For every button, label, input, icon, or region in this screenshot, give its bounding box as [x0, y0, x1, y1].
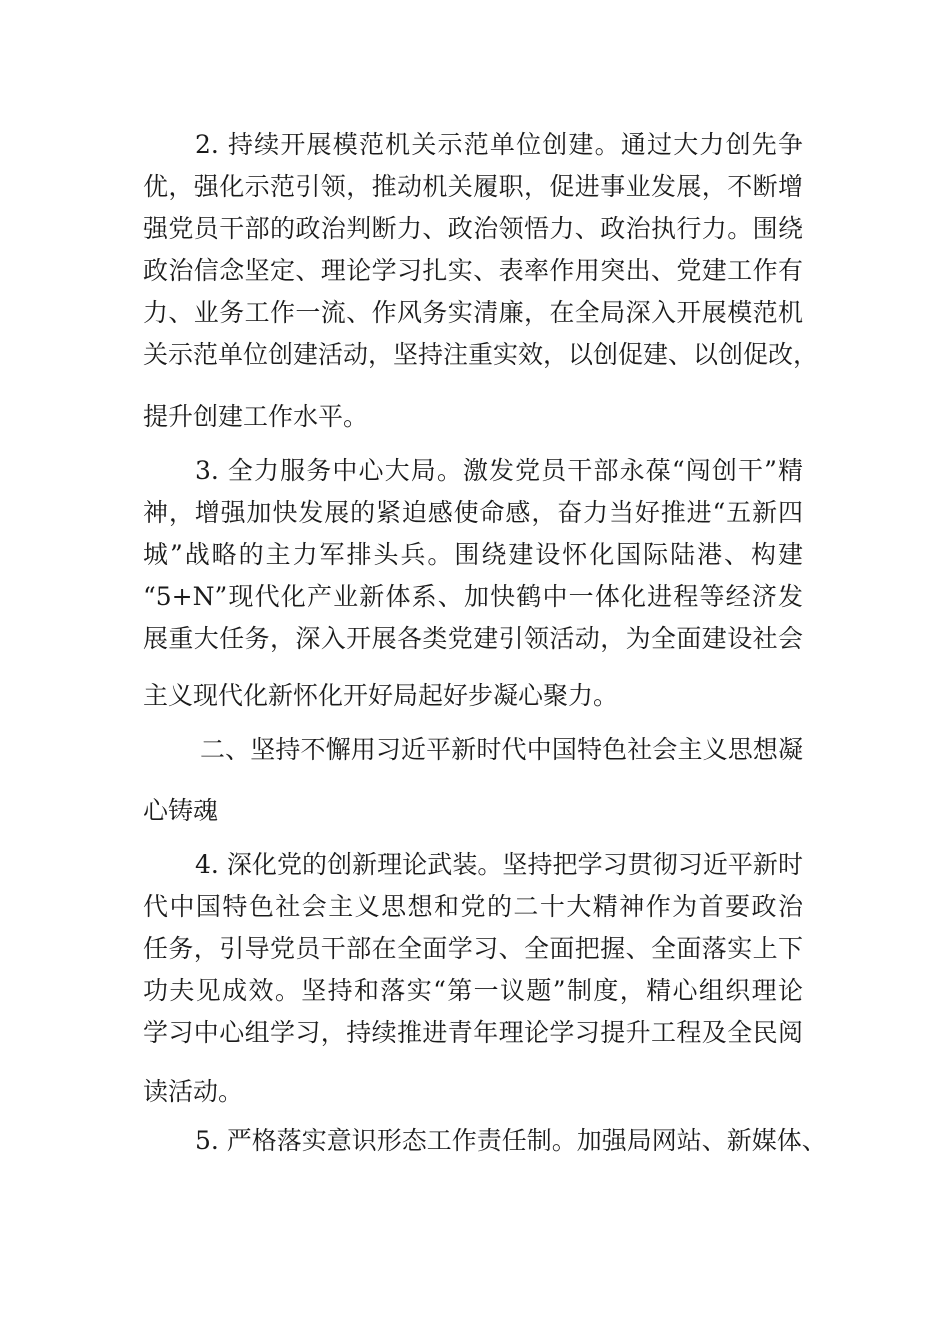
- paragraph-line: 主义现代化新怀化开好局起好步凝心聚力。: [143, 681, 619, 710]
- paragraph-line: 2. 持续开展模范机关示范单位创建。通过大力创先争: [195, 130, 803, 159]
- paragraph-line: 代中国特色社会主义思想和党的二十大精神作为首要政治: [143, 892, 803, 921]
- paragraph-line: 神，增强加快发展的紧迫感使命感，奋力当好推进“五新四: [143, 498, 803, 527]
- paragraph-line: 强党员干部的政治判断力、政治领悟力、政治执行力。围绕: [143, 214, 803, 243]
- paragraph-line: 优，强化示范引领，推动机关履职，促进事业发展，不断增: [143, 172, 803, 201]
- paragraph-line: 城”战略的主力军排头兵。围绕建设怀化国际陆港、构建: [143, 540, 803, 569]
- paragraph-line: 功夫见成效。坚持和落实“第一议题”制度，精心组织理论: [143, 976, 803, 1005]
- paragraph-line: 学习中心组学习，持续推进青年理论学习提升工程及全民阅: [143, 1018, 803, 1047]
- paragraph-line: 展重大任务，深入开展各类党建引领活动，为全面建设社会: [143, 624, 803, 653]
- paragraph-line: 4. 深化党的创新理论武装。坚持把学习贯彻习近平新时: [195, 850, 803, 879]
- paragraph-line: 5. 严格落实意识形态工作责任制。加强局网站、新媒体、: [195, 1126, 827, 1155]
- paragraph-line: “5+N”现代化产业新体系、加快鹤中一体化进程等经济发: [143, 582, 803, 611]
- paragraph-line: 力、业务工作一流、作风务实清廉，在全局深入开展模范机: [143, 298, 803, 327]
- section-heading-line: 心铸魂: [143, 796, 219, 825]
- paragraph-line: 关示范单位创建活动，坚持注重实效，以创促建、以创促改，: [143, 340, 819, 369]
- paragraph-line: 政治信念坚定、理论学习扎实、表率作用突出、党建工作有: [143, 256, 803, 285]
- paragraph-line: 任务，引导党员干部在全面学习、全面把握、全面落实上下: [143, 934, 803, 963]
- paragraph-line: 3. 全力服务中心大局。激发党员干部永葆“闯创干”精: [195, 456, 803, 485]
- paragraph-line: 提升创建工作水平。: [143, 402, 369, 431]
- paragraph-line: 读活动。: [143, 1077, 244, 1106]
- section-heading-line: 二、坚持不懈用习近平新时代中国特色社会主义思想凝: [200, 735, 803, 764]
